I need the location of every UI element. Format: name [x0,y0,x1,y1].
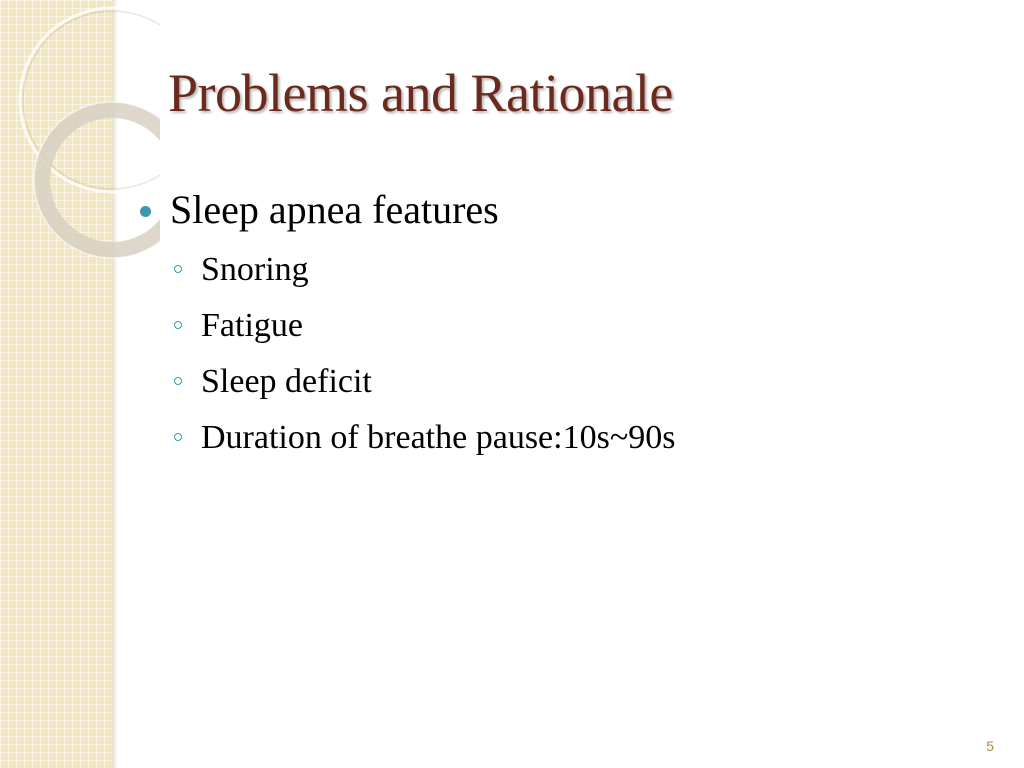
slide-title: Problems and Rationale [168,63,673,123]
sub-bullet-ring-icon [174,265,182,273]
sub-bullet-text: Fatigue [201,307,303,344]
sub-bullet-text: Duration of breathe pause:10s~90s [201,419,676,456]
bullet-item [140,186,980,466]
sub-bullet-item [170,242,980,298]
sub-bullet-item [170,410,980,466]
sub-bullet-ring-icon [174,321,182,329]
sub-bullet-ring-icon [174,377,182,385]
bullet-list [140,186,980,466]
bullet-dot-icon [140,206,151,217]
sub-bullet-item [170,354,980,410]
bullet-text: Sleep apnea features [170,187,499,232]
sub-bullet-text: Snoring [201,251,309,288]
decorative-circles [0,0,160,270]
sub-bullet-item [170,298,980,354]
sub-bullet-list [170,242,980,466]
sub-bullet-text: Sleep deficit [201,363,372,400]
page-number: 5 [986,738,994,754]
sub-bullet-ring-icon [174,433,182,441]
